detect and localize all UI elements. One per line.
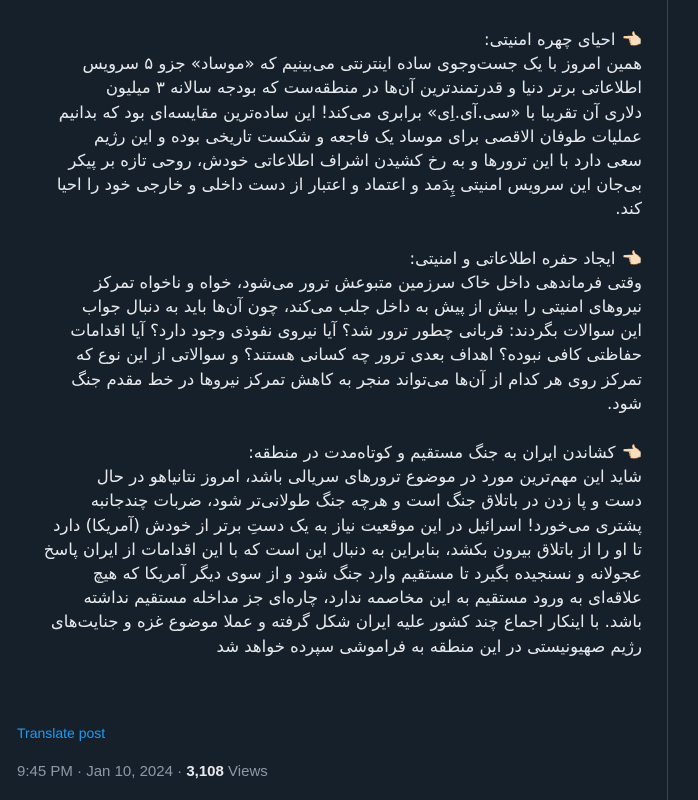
text-line: علاقه‌ای به ورود مستقیم به این مخاصمه ندارد، چاره‌ای جز مداخله مستقیم نداشته bbox=[83, 588, 642, 608]
section-heading-text: احیای چهره امنیتی: bbox=[484, 30, 616, 49]
thread-divider-line bbox=[667, 0, 668, 800]
views-label: Views bbox=[228, 763, 268, 780]
section-heading bbox=[14, 247, 642, 271]
pointing-hand-icon: 👈🏻 bbox=[621, 30, 642, 49]
text-line: سعی دارد با این ترورها و به رخ کشیدن اشراف اطلاعاتی خودش، روحی تازه بر پیکر bbox=[68, 151, 642, 171]
text-line: پشتری می‌خورد! اسرائیل در این موقعیت نیاز به یک دستِ برتر از خودش (آمریکا) دارد bbox=[53, 515, 642, 535]
text-line: رژیم صهیونیستی در این منطقه به فراموشی سپرده خواهد شد bbox=[216, 636, 642, 656]
text-line: همین امروز با یک جست‌وجوی ساده اینترنتی می‌بینیم که «موساد» جزو ۵ سرویس bbox=[82, 54, 642, 74]
text-line: بی‌جان این سرویس امنیتی پِدَمد و اعتماد و اعتبار از دست داخلی و خارجی خود را احیا bbox=[56, 175, 642, 195]
text-line: دلاری آن تقریبا با «سی.آی.اِی» برابری می‌کند! این ساده‌ترین مقایسه‌ای بود که بدانیم bbox=[58, 102, 642, 122]
text-line: عجولانه و نسنجیده بگیرد تا مستقیم وارد جنگ شود و از سوی دیگر آمریکا که هیچ bbox=[92, 564, 642, 584]
pointing-hand-icon: 👈🏻 bbox=[621, 248, 642, 268]
text-line: عملیات طوفان الاقصی برای موساد یک فاجعه و شکست تاریخی بوده و این رژیم bbox=[94, 126, 642, 146]
separator: · bbox=[77, 763, 83, 780]
text-line: شود. bbox=[607, 393, 642, 413]
section-heading bbox=[14, 441, 642, 465]
text-line: تا او را از باتلاق بیرون بکشد، بنابراین به دنبال این است که با این اقدامات از ایران پاسخ bbox=[43, 539, 642, 559]
separator: · bbox=[177, 763, 183, 780]
post-metadata bbox=[17, 763, 268, 780]
text-line: باشد. با اینکار اجماع چند کشور علیه ایران شکل گرفته و عملا موضوع غزه و جنایت‌های bbox=[50, 612, 642, 632]
post-time[interactable]: 9:45 PM bbox=[17, 763, 73, 780]
text-line: کند. bbox=[615, 199, 642, 219]
post-section-intelligence-gap bbox=[14, 247, 642, 416]
text-line: تمرکز روی هر کدام از آن‌ها می‌تواند منجر به کاهش تمرکز نیروها در خط مقدم جنگ bbox=[71, 369, 642, 389]
section-heading bbox=[14, 28, 642, 52]
section-heading-text: کشاندن ایران به جنگ مستقیم و کوتاه‌مدت در منطقه: bbox=[248, 443, 616, 463]
post-date[interactable]: Jan 10, 2024 bbox=[86, 763, 173, 780]
text-line: این سوالات بگردند: قربانی چطور ترور شد؟ آیا نیروی نفوذی وجود دارد؟ آیا اقدامات bbox=[70, 321, 642, 341]
post-section-direct-war bbox=[14, 441, 642, 659]
text-line: دست و پا زدن در باتلاق جنگ است و هرچه جنگ طولانی‌تر شود، ضربات چندجانبه bbox=[90, 491, 642, 511]
text-line: شاید این مهم‌ترین مورد در موضوع ترورهای سریالی باشد، امروز نتانیاهو در حال bbox=[96, 467, 642, 487]
text-line: اطلاعاتی برتر دنیا و قدرتمندترین آن‌ها در منطقه‌ست که بودجه سالانه ۳ میلیون bbox=[105, 78, 642, 98]
text-line: وقتی فرماندهی داخل خاک سرزمین متبوعش ترور می‌شود، خواه و ناخواه تمرکز bbox=[94, 272, 642, 292]
views-count: 3,108 bbox=[186, 763, 224, 780]
post-section-security-image bbox=[14, 28, 642, 222]
section-heading-text: ایجاد حفره اطلاعاتی و امنیتی: bbox=[409, 248, 616, 268]
post-body bbox=[14, 28, 642, 684]
text-line: حفاظتی کافی نبوده؟ اهداف بعدی ترور چه کسانی هستند؟ و سوالاتی از این نوع که bbox=[75, 345, 642, 365]
translate-post-link[interactable]: Translate post bbox=[17, 725, 106, 741]
pointing-hand-icon: 👈🏻 bbox=[621, 443, 642, 463]
text-line: نیروهای امنیتی را بیش از پیش به داخل جلب می‌کند، چون آن‌ها باید به دنبال جواب bbox=[81, 297, 642, 317]
